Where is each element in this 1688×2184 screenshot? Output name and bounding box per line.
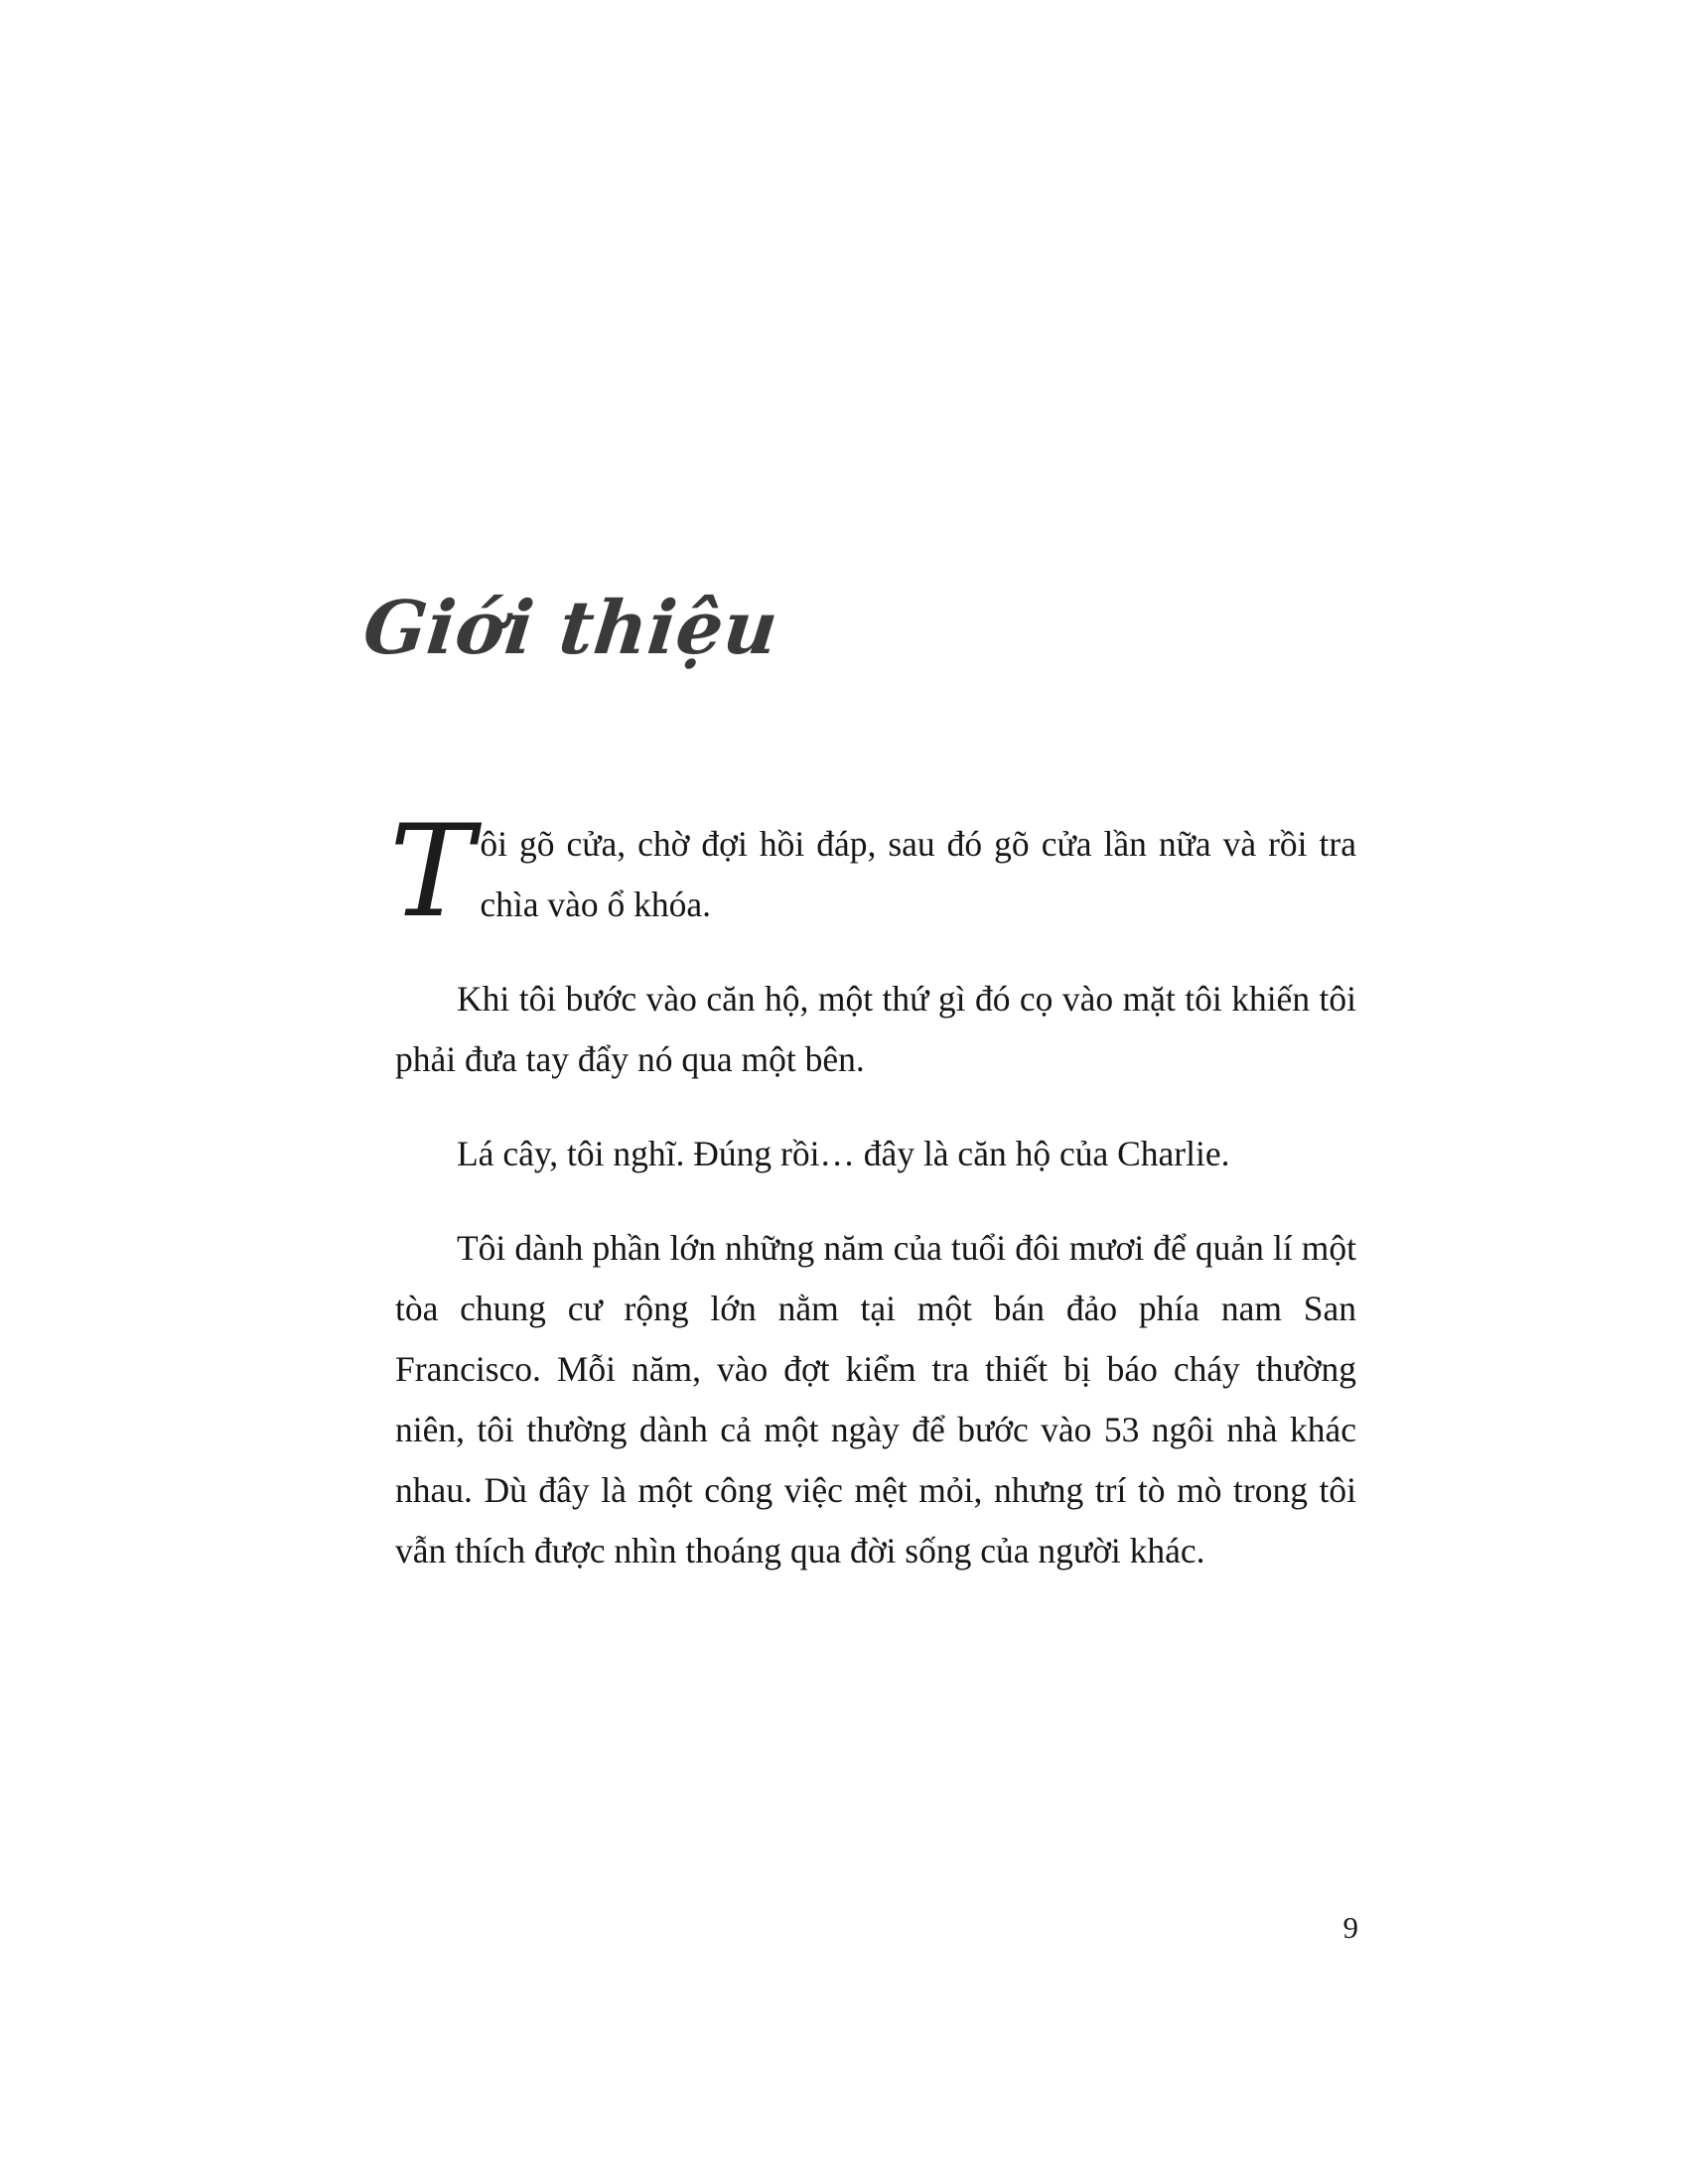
paragraph-1-text: ôi gõ cửa, chờ đợi hồi đáp, sau đó gõ cửa lần nữa và rồi tra chìa vào ổ khóa. (480, 824, 1356, 925)
paragraph-1 (389, 798, 1356, 946)
paragraph-2: Khi tôi bước vào căn hộ, một thứ gì đó cọ vào mặt tôi khiến tôi phải đưa tay đẩy nó qua một bên. (395, 979, 1356, 1080)
paragraph-3: Lá cây, tôi nghĩ. Đúng rồi… đây là căn hộ của Charlie. (457, 1134, 1230, 1174)
page-title: Giới thiệu (359, 586, 782, 671)
page-content (359, 0, 1356, 1582)
paragraph-4: Tôi dành phần lớn những năm của tuổi đôi mươi để quản lí một tòa chung cư rộng lớn nằm tại một bán đảo phía nam San Francisco. Mỗi năm, vào đợt kiểm tra thiết bị báo cháy thường niên, tôi thường dành cả một ngày để bước vào 53 ngôi nhà khác nhau. Dù đây là một công việc mệt mỏi, nhưng trí tò mò trong tôi vẫn thích được nhìn thoáng qua đời sống của người khác. (395, 1228, 1356, 1571)
drop-cap: T (389, 798, 475, 946)
page-number: 9 (1342, 1910, 1358, 1945)
body-text (389, 798, 1356, 1582)
